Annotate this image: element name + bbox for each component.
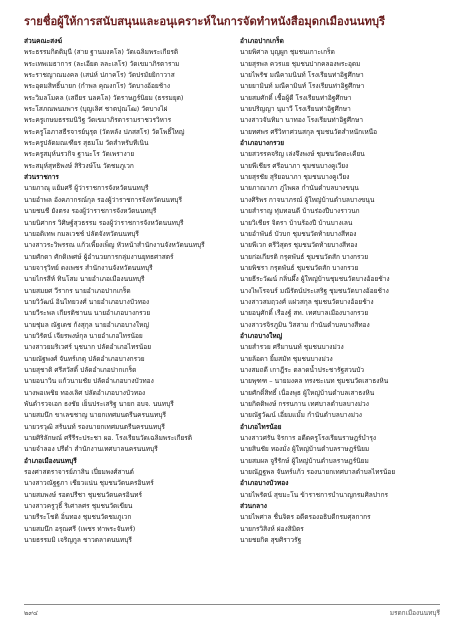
contributor-entry: นายทศพร ศรีวิทาศวนสกุล ชุมชนวัดสำหนักเหนือ [240, 127, 378, 136]
contributor-entry: นายอำพันธ์ บัวบก ชุมชนวัดท้ายบางสีทอง [240, 229, 357, 238]
contributor-entry: นายชนชี ยังตรง รองผู้ว่าราชการจังหวัดนนทบุรี [24, 207, 157, 216]
contributor-entry: นางสาวศรัน จิรการ อดีตครูโรงเรียนราษฎร์บำรุง [240, 434, 377, 443]
contributor-entry: นายก่อเกียรติ กรุดพันธ์ ชุมชนวัดสัก บางกรวย [240, 252, 369, 261]
contributor-entry: นายจารุวิทย์ ดงเพชร สำนักงานจังหวัดนนทบุรี [24, 263, 153, 272]
contributor-entry: พระครูปลัดมณเฑียร สุธมโม วัดสำหรับทีเนิน [24, 139, 149, 148]
contributor-entry: นายสมพงษ์ รอดปรีชา ชุมชนวัดนครอินทร์ [24, 490, 142, 499]
contributor-entry: นางศิริพร กาจนาภรณ์ ผู้ใหญ่บ้านตำบลบางขนุน [240, 195, 375, 204]
contributor-entry: นายนิศากร วิศิษฐ์สุวธรรม รองผู้ว่าราชการจังหวัดนนทบุรี [24, 218, 184, 227]
contributor-entry: นายภาณุ แย้มศรี ผู้ว่าราชการจังหวัดนนทบุรี [24, 184, 149, 193]
contributor-entry: นายชุ่มล ณัฐเดช ก้งสุกุล นายอำเภอบางใหญ่ [24, 320, 149, 329]
contributor-entry: พันตำรวจเอก ธงชัย เย็นประเสริฐ นายก อบจ. นนทบุรี [24, 400, 174, 408]
contributor-entry: นายสุชาติ ศรีสวัสดิ์ ปลัดอำเภอปากเกร็ด [24, 365, 137, 374]
contributor-entry: พระธรรมกิตติมุนี (สาย ฐานมงคโล) วัดเฉลิมพระเกียรติ [24, 48, 179, 57]
contributor-entry: นางสาวจันทิมา นาทอง โรงเรียนท่าอิฐศึกษา [240, 116, 364, 125]
page-title: รายชื่อผู้ให้การสนับสนุนและอนุเคราะห์ในการจัดทำหนังสือมุดกเมืองนนทบุรี [24, 15, 385, 28]
contributor-entry: นายล้อดา ยิ้มสมัท ชุมชนบางม่วง [240, 354, 333, 363]
contributor-entry: นางสาวครูวุธิ์ ริเศาลศร ชุมชนวัดเขียน [24, 502, 133, 511]
contributor-entry: นายสำรวย ศรีมานนท์ ชุมชนบางม่วง [240, 343, 344, 352]
contributor-entry: นายสมผล จูรีรักษ์ ผู้ใหญ่บ้านตำบลราษฎร์นิยม [240, 456, 369, 465]
contributor-entry: พระสมุห์สุทธิพงษ์ สิริวงษ์โน วัดชมภูเวก [24, 161, 134, 170]
contributor-entry: นายสินชัย ทองมั่ง ผู้ใหญ่บ้านตำบลราษฎร์นิยม [240, 445, 370, 454]
contributor-entry: นายพิศาล บุญผูก ชุมชนเกาะเกร็ด [240, 48, 335, 57]
section-heading: ส่วนราชการ [24, 173, 59, 182]
contributor-entry: นายศิริลักษณ์ ศรีรีระประชา ผอ. โรงเรียนวัดเฉลิมพระเกียรติ [24, 434, 193, 443]
contributor-entry: พระอุดมสิทธิ์นายก (กำพล คุณงกโร) วัดบางอ้อยช้าง [24, 82, 171, 91]
contributor-entry: นายสวรรคจริญ เล่งจึงพงษ์ ชุมชนวัดตะเคียน [240, 150, 365, 159]
contributor-entry: นางสาวรจิรภูมิน วิสสาม กำนันตำบลบางสีทอง [240, 320, 370, 329]
contributor-entry: นายธรรมมิ เจริญกูล ชาวตลาดนนทบุรี [24, 536, 132, 545]
contributor-entry: พระเทพเมธาการ (ละเอียด ลละเลโร) วัดเขมาภิรตาราม [24, 59, 180, 68]
contributor-entry: พระครูเกษมธรรมนิวิฐ วัดเขมาภิรตารามราชวรวิหาร [24, 116, 172, 125]
contributor-entry: พระโสภณพนมพาร (บุญเลิศ ชาตปุณโฒ) วัดบางไผ่ [24, 105, 168, 114]
contributor-entry: นางพอเพชิย ทองเลิศ ปลัดอำเภอบางบัวทอง [24, 388, 146, 397]
contributor-entry: นายสมนึก ขาเลขชาญ นายกเทศมนตรีนครนนทบุรี [24, 411, 167, 420]
contributor-entry: พระครูโอภาสธีรจารย์นุรุต (วัดหลัง ปภสสโร) วัดโพธิ์ใหญ่ [24, 127, 185, 136]
contributor-entry: พระวิมลโมคล (เสถียร นลคโล) วัดราษฎร์นิยม (ธรรมยุต) [24, 93, 184, 102]
contributor-entry: นายไพศาล ชื่นจิตร อดีตรองอธิบดีกรมศุลกากร [240, 513, 371, 522]
contributor-entry: นายพิชรา กรุดพันธ์ ชุมชนวัดสัก บางกรวย [240, 263, 359, 272]
section-heading: ส่วนคณะสงฆ์ [24, 37, 63, 45]
contributor-entry: นางสมถดี เกาฎีระ ตลาดน้ำประชารัฐสวนบัว [240, 365, 365, 374]
contributor-entry: นางสาวณัฐฐภา เชียวแน่น ชุมชนวัดนครอินทร์ [24, 479, 154, 488]
contributor-entry: รองศาสตราจารย์ภาสิน เปี่ยมพงศ์สานต์ [24, 468, 134, 477]
page-footer [24, 604, 440, 620]
contributor-entry: นายสุรพล ควรแย ชุมชนปากคลองพระอุดม [240, 59, 361, 68]
contributor-entry: นางไพโรจนร์ มณีรัตน์ประเสริฐ ชุมชนวัดบางอ้อยช้าง [240, 286, 389, 295]
section-heading: อำเภอไทรน้อย [240, 422, 282, 431]
contributor-entry: นายอนาวิน แก้วนามชัย ปลัดอำเภอบางบัวทอง [24, 377, 154, 386]
contributor-entry: นายสมศักดิ์ เชื้อผู้ดี โรงเรียนท่าอิฐศึกษา [240, 93, 352, 102]
book-title: มรดกเมืองนนทบุรี [389, 609, 440, 617]
contributor-entry: นายสุรชัย สุริยอนาภา ชุมชนบางคูเวียง [240, 173, 350, 182]
contributor-entry: นายยามินท์ มณีคามินท์ โรงเรียนท่าอิฐศึกษา [240, 82, 365, 91]
contributor-entry: นายปริญญา นุมาวี โรงเรียนท่าอิฐศึกษา [240, 105, 351, 114]
left-column [24, 36, 229, 546]
contributor-entry: นางสาวยมริเวศร์ นุชนาก ปลัดอำเภอไทรน้อย [24, 343, 152, 352]
contributor-entry: นายพีเชียร ศรีอนาภา ชุมชนบางคูเวียง [240, 161, 349, 170]
contributor-entry: นายวิรัตน์ เจียรพงษ์กุล นายอำเภอไทรน้อย [24, 331, 143, 340]
contributor-entry: นายอดิเทพ กมลเวชช์ ปลัดจังหวัดนนทบุรี [24, 229, 139, 238]
contributor-entry: นายจำลอง ปรีดำ สำนักงานเทศบาลนครนนทบุรี [24, 445, 158, 454]
contributor-entry: พระราชญาณมงคล (เสน่ห์ ปภาคโร) วัดปรมัยยิกาวาส [24, 71, 175, 80]
footer-rule [24, 604, 440, 605]
contributor-entry: นายกิตติพงษ์ กรรนกาน เทศบาลตำบลบางม่วง [240, 400, 369, 408]
contributor-entry: นายวิวัฒน์ อินไทยวงศ์ นายอำเภอบางบัวทอง [24, 297, 150, 306]
contributor-entry: นายอนุศักดิ์ เรืองฐ์ สท. เทศบาลเมืองบางกรวย [240, 309, 369, 318]
contributor-entry: นายวิเชียร จิตรา บ้านร้องปี บ้านบางเลน [240, 218, 353, 227]
contributor-entry: นายรีระโชติ อิ่นทอง ชุมชนวัดชมภูเวก [24, 513, 132, 522]
contributor-entry: นายพีเวก ตรีวิสุดร ชุมชนวัดท้ายบางสีทอง [240, 241, 358, 250]
section-heading: ส่วนกลาง [240, 502, 267, 511]
contributor-entry: นายไพรัช มณีคามนินท์ โรงเรียนท่าอิฐศึกษา [240, 71, 364, 80]
section-heading: อำเภอบางบัวทอง [240, 479, 289, 488]
contributor-entry: นายชยกิต สุขศิราวรัฐ [240, 536, 302, 545]
page-number: ๒๙๔ [24, 609, 38, 617]
contributor-entry: นายณัฐพงศ์ จันทร์เกตุ ปลัดอำเภอบางกรวย [24, 354, 145, 363]
contributor-entry: นายสำราญ ทุ่มทอนดี บ้านร่องปีบางราวนก [240, 207, 360, 216]
contributor-entry: นางสาวสมฤวงศ์ แฝวสกุล ชุมชนวัดบางอ้อยช้าง [240, 297, 374, 306]
contributor-entry: นายธีระวัฒน์ กลิ่นผึ้ง ผู้ใหญ่บ้านชุมชนวัดบางอ้อยช้าง [240, 275, 390, 284]
section-heading: อำเภอบางใหญ่ [240, 331, 283, 340]
contributor-entry: นายวีระพล เกียรติชานน นายอำเภอบางกรวย [24, 309, 151, 318]
contributor-entry: นายไกรสีห์ ทินโสม นายอำเภอเมืองนนทบุรี [24, 275, 145, 284]
contributor-entry: นายอำพล อังคภากรณ์กุล รองผู้ว่าราชการจังหวัดนนทบุรี [24, 195, 182, 204]
contributor-entry: นายสมยศ วีรากร นายอำเภอปากเกร็ด [24, 286, 131, 295]
contributor-entry: นายไพรัตน์ สุขมะโน ข้าราชการบำนาญกรมศิลปากร [240, 490, 389, 499]
contributor-entry: นายณัฏฐพล จันทร์แก้ว รองนายกเทศบาลตำบลไทรน้อย [240, 468, 396, 477]
contributor-entry: นายศักดา ศักดิเพศษ์ ผู้อำนวยการกลุ่มงานยุทธศาสตร์ [24, 252, 174, 261]
contributor-entry: นายภาณาภา ภู่ไพผล กำนันตำบลบางขนุน [240, 184, 359, 193]
contributor-entry: นายกรวิสิงห์ ผ่องสิมิตร [240, 524, 304, 533]
contributor-entry: นายพุฑฑ – นายมงคล ทรงชะเนท ชุมชนวัดเสาธงหิน [240, 377, 389, 386]
contributor-entry: นายณัฐวัฒน์ เอี่ยมแมั้ม กำนันตำบลบางม่วง [240, 411, 362, 420]
contributor-entry: นายวรวุฒิ สร้นนท์ รองนายกเทศมนตรีนครนนทบุรี [24, 422, 165, 431]
contributor-entry: นางสาวระวิพรรณ แก้วเพี้ยงเพ็ญ หัวหน้าสำนักงานจังหวัดนนทบุรี [24, 241, 205, 250]
contributor-entry: นายสมนึก อรุณศรี (เพชร ท่าพระจันทร์) [24, 524, 136, 533]
contributor-entry: พระครูสมุห์นรวกิจ ฐานะโร วัดเพรางาย [24, 150, 135, 159]
section-heading: อำเภอเมืองนนทบุรี [24, 456, 77, 465]
section-heading: อำเภอบางกรวย [240, 139, 285, 148]
section-heading: อำเภอปากเกร็ด [240, 37, 284, 45]
contributor-entry: นายศักดิ์สิทธิ์ เนื่องพุธ ผู้ใหญ่บ้านตำบลเสาธงหิน [240, 388, 375, 397]
right-column [240, 36, 445, 546]
